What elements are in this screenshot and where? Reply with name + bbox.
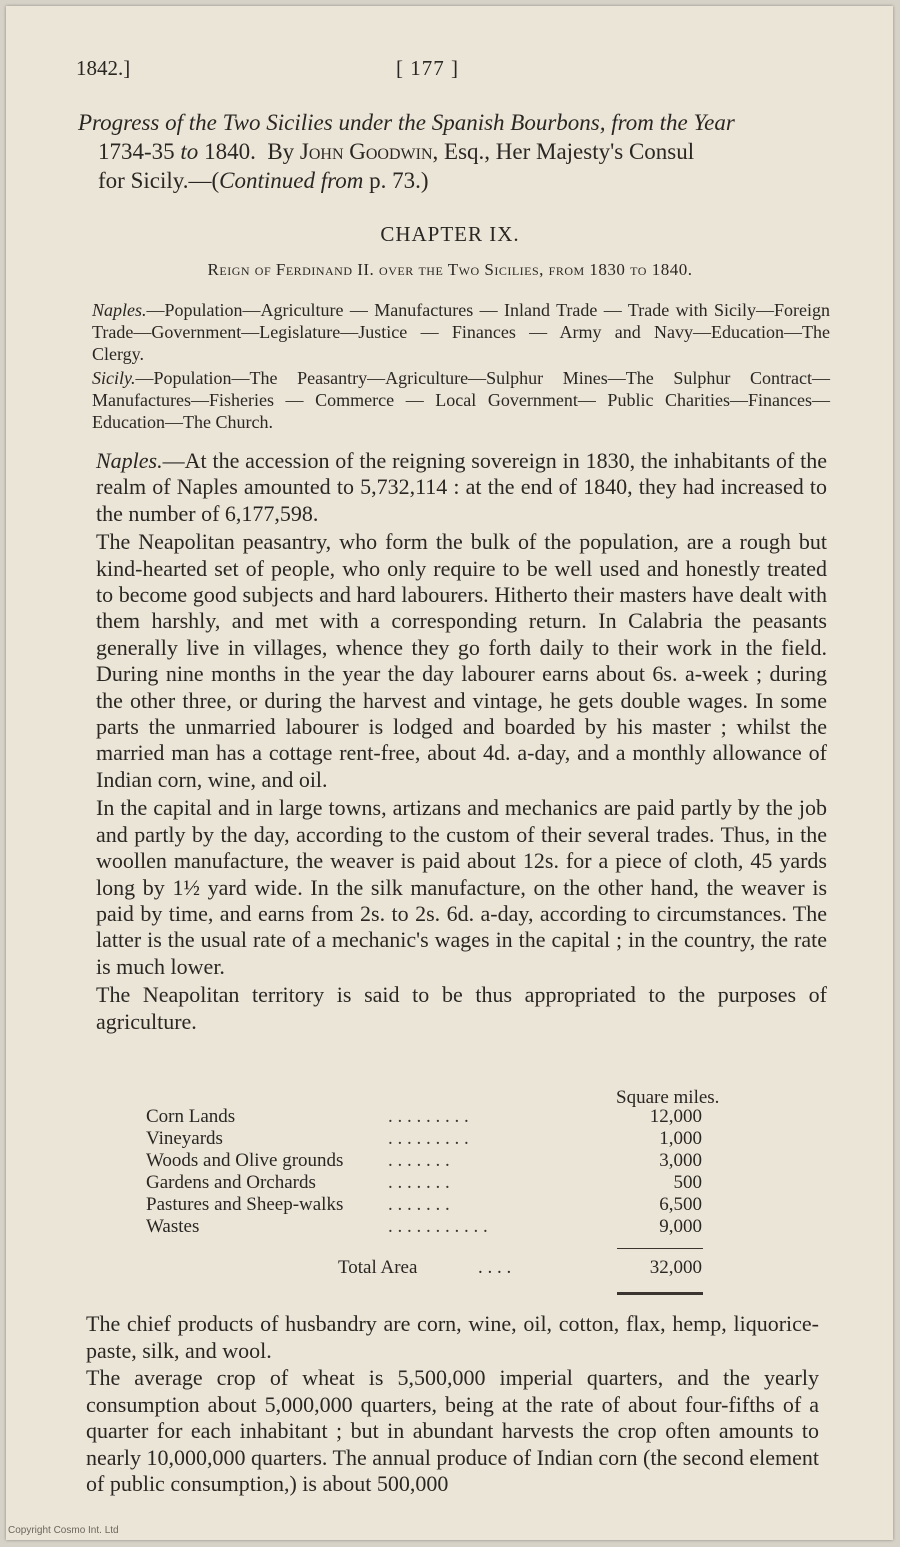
row-value: 1,000: [659, 1128, 702, 1149]
summary-naples: [92, 299, 830, 365]
table-row: [146, 1172, 706, 1194]
total-label: Total Area: [338, 1257, 418, 1278]
paragraph-6: The average crop of wheat is 5,500,000 imperial quarters, and the yearly consumption about 5,000,000 quarters, being at the rate of about four-fifths of a quarter for each inhabitant ; but in abundant harvests the crop often amounts to nearly 10,000,000 quarters. The annual produce of Indian corn (the second element of public consumption,) is about 500,000: [86, 1365, 819, 1496]
running-header: [76, 56, 828, 88]
row-label: Pastures and Sheep-walks: [146, 1194, 344, 1215]
total-dots: . . . .: [478, 1257, 512, 1278]
row-dots: . . . . . . .: [388, 1194, 450, 1215]
paragraph-1-text: —At the accession of the reigning sovereign in 1830, the inhabitants of the realm of Naples amounted to 5,732,114 : at the end of 1840, they had increased to the number of 6,177,598.: [96, 448, 827, 526]
total-value: 32,000: [649, 1257, 702, 1278]
row-dots: . . . . . . .: [388, 1150, 450, 1171]
table-row: [146, 1106, 706, 1128]
author-title: Esq., Her Majesty's Consul: [444, 139, 695, 164]
summary-sicily-label: Sicily.: [92, 368, 136, 388]
summary-naples-label: Naples.: [92, 300, 147, 320]
title-italic-lead: Progress of the Two Sicilies under the Spanish Bourbons, from the Year: [78, 110, 735, 135]
row-label: Woods and Olive grounds: [146, 1150, 344, 1171]
row-dots: . . . . . . . . .: [388, 1106, 469, 1127]
title-line-2: [78, 137, 835, 166]
row-dots: . . . . . . . . . . .: [388, 1216, 488, 1237]
page-number: [ 177 ]: [396, 56, 459, 80]
chapter-summary: [92, 299, 830, 435]
paragraph-5: The chief products of husbandry are corn, wine, oil, cotton, flax, hemp, liquorice-paste, silk, and wool.: [86, 1311, 819, 1363]
land-use-table: [146, 1106, 706, 1238]
title-for-sicily: for Sicily.—(: [98, 168, 220, 193]
row-value: 6,500: [659, 1194, 702, 1215]
article-title: [78, 108, 835, 195]
body-text-continued: [86, 1311, 819, 1499]
row-value: 9,000: [659, 1216, 702, 1237]
table-row: [146, 1150, 706, 1172]
total-double-rule: [617, 1292, 703, 1295]
summary-sicily: [92, 367, 830, 433]
paragraph-1: [92, 448, 827, 527]
table-row: [146, 1128, 706, 1150]
summary-sicily-text: —Population—The Peasantry—Agriculture—Sulphur Mines—The Sulphur Contract—Manufactures—Fisheries — Commerce — Local Government— Public Charities—Finances—Education—The Church.: [92, 368, 830, 432]
table-unit-header: Square miles.: [616, 1087, 720, 1108]
row-label: Wastes: [146, 1216, 200, 1237]
row-label: Vineyards: [146, 1128, 223, 1149]
paragraph-4: The Neapolitan territory is said to be thus appropriated to the purposes of agriculture.: [96, 982, 827, 1034]
title-by: By: [267, 139, 295, 164]
row-value: 12,000: [649, 1106, 702, 1127]
copyright-watermark: Copyright Cosmo Int. Ltd: [8, 1525, 119, 1536]
total-rule: [617, 1248, 703, 1249]
title-years-from: 1734-35: [98, 139, 175, 164]
header-year: 1842.]: [76, 56, 131, 80]
paragraph-2: The Neapolitan peasantry, who form the bulk of the population, are a rough but kind-hearted set of people, who only require to be well used and honestly treated to become good subjects and hard labourers. Hitherto their masters have dealt with them harshly, and met with a corresponding return. In Calabria the peasants generally live in villages, whence they go forth daily to their work in the field. During nine months in the year the day labourer earns about 6s. a-week ; during the other three, or during the harvest and vintage, he gets double wages. In some parts the unmarried labourer is lodged and boarded by his master ; whilst the married man has a cottage rent-free, about 4d. a-day, and a monthly allowance of Indian corn, wine, and oil.: [96, 529, 827, 792]
row-label: Corn Lands: [146, 1106, 236, 1127]
table-row: [146, 1216, 706, 1238]
row-value: 500: [673, 1172, 702, 1193]
title-line-3: [78, 166, 835, 195]
author-name: John Goodwin,: [299, 139, 439, 164]
row-label: Gardens and Orchards: [146, 1172, 316, 1193]
row-value: 3,000: [659, 1150, 702, 1171]
chapter-heading: CHAPTER IX.: [380, 222, 520, 246]
body-text: [92, 448, 827, 1037]
title-continued: Continued from: [219, 168, 364, 193]
table-row: [146, 1194, 706, 1216]
paragraph-3: In the capital and in large towns, artizans and mechanics are paid partly by the job and partly by the day, according to the custom of their several trades. Thus, in the woollen manufacture, the weaver is paid about 12s. for a piece of cloth, 45 yards long by 1½ yard wide. In the silk manufacture, on the other hand, the weaver is paid by time, and earns from 2s. to 2s. 6d. a-day, according to circumstances. The latter is the usual rate of a mechanic's wages in the capital ; in the country, the rate is much lower.: [96, 795, 827, 979]
title-to: to: [180, 139, 199, 164]
paragraph-1-label: Naples.: [96, 448, 163, 473]
row-dots: . . . . . . . . .: [388, 1128, 469, 1149]
summary-naples-text: —Population—Agriculture — Manufactures — Inland Trade — Trade with Sicily—Foreign Trade—Government—Legislature—Justice — Finances — Army and Navy—Education—The Clergy.: [92, 300, 830, 364]
row-dots: . . . . . . .: [388, 1172, 450, 1193]
reign-subheading: Reign of Ferdinand II. over the Two Sicilies, from 1830 to 1840.: [207, 260, 693, 279]
title-page-ref: p. 73.): [369, 168, 429, 193]
title-year-to: 1840.: [204, 139, 256, 164]
